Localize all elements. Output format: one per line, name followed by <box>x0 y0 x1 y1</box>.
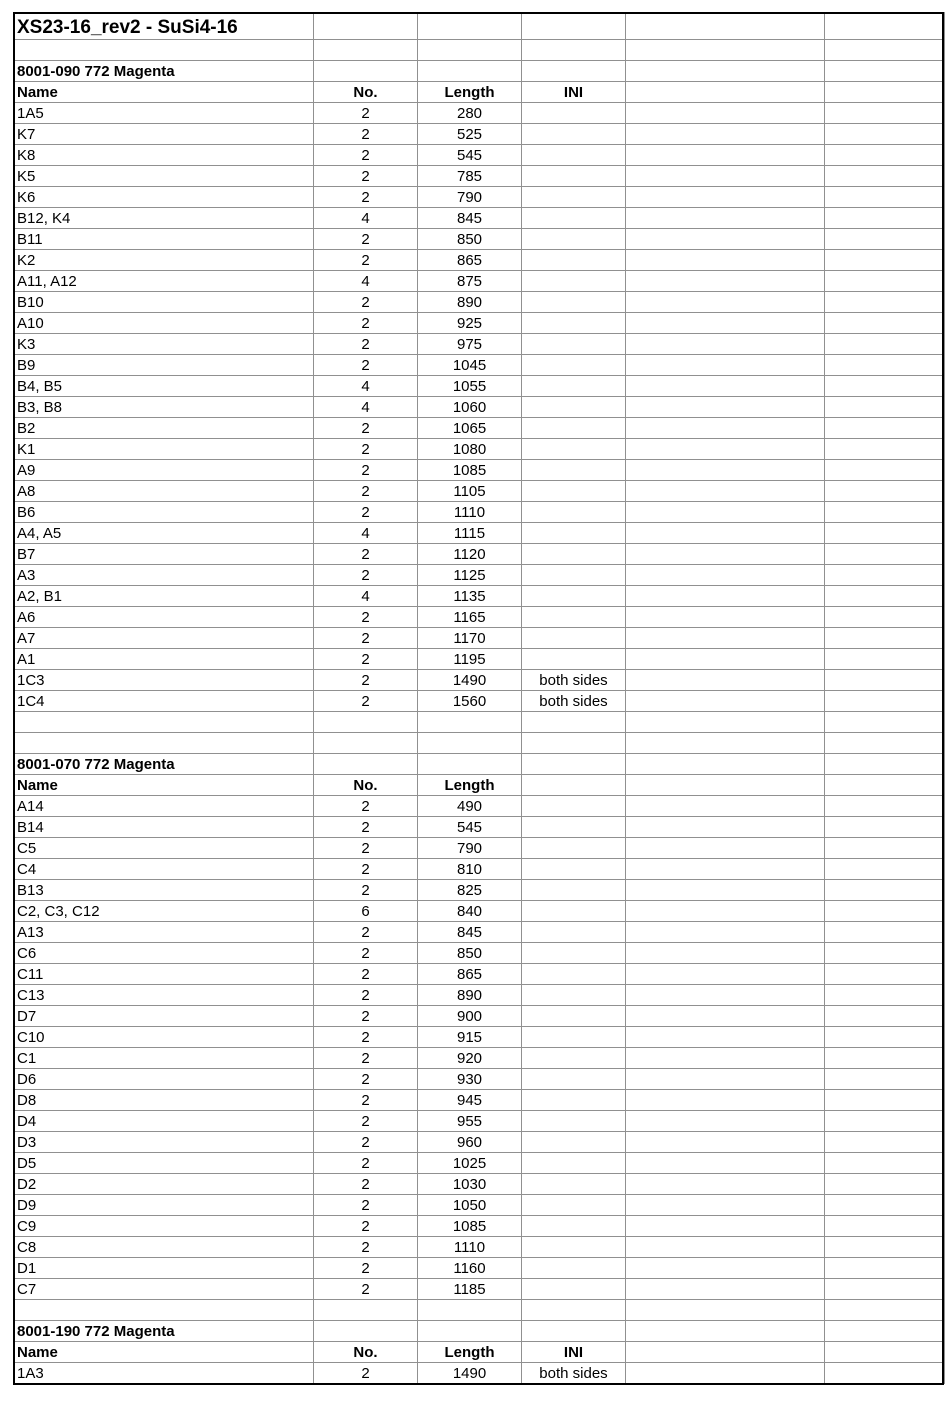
cell-name: K5 <box>14 166 314 187</box>
cell-length: 1115 <box>418 523 522 544</box>
cell-no: 2 <box>314 1069 418 1090</box>
cell-name: C1 <box>14 1048 314 1069</box>
cell-no: 4 <box>314 208 418 229</box>
cell-name: B4, B5 <box>14 376 314 397</box>
cell-name: K3 <box>14 334 314 355</box>
cell-no: 2 <box>314 292 418 313</box>
cell-ini: both sides <box>522 1363 626 1384</box>
cell-name: 1A5 <box>14 103 314 124</box>
cell-no: 2 <box>314 1258 418 1279</box>
cell-no: 2 <box>314 103 418 124</box>
cell-length: 840 <box>418 901 522 922</box>
cell-no: 4 <box>314 271 418 292</box>
cell-no: 4 <box>314 586 418 607</box>
cell-no: 2 <box>314 145 418 166</box>
cell-name: 1C3 <box>14 670 314 691</box>
cell-no: 2 <box>314 859 418 880</box>
cell-name: C9 <box>14 1216 314 1237</box>
cell-ini: both sides <box>522 670 626 691</box>
column-header-no: No. <box>314 1342 418 1363</box>
cell-name: B2 <box>14 418 314 439</box>
cell-name: B14 <box>14 817 314 838</box>
cell-no: 2 <box>314 943 418 964</box>
cell-length: 1105 <box>418 481 522 502</box>
section-heading: 8001-070 772 Magenta <box>14 754 314 775</box>
cell-no: 2 <box>314 1216 418 1237</box>
cell-name: K6 <box>14 187 314 208</box>
cell-length: 925 <box>418 313 522 334</box>
cell-length: 865 <box>418 250 522 271</box>
cell-name: D8 <box>14 1090 314 1111</box>
column-header-ini: INI <box>522 82 626 103</box>
cell-no: 2 <box>314 607 418 628</box>
cell-length: 890 <box>418 985 522 1006</box>
cell-length: 1560 <box>418 691 522 712</box>
cell-name: A3 <box>14 565 314 586</box>
sheet-title: XS23-16_rev2 - SuSi4-16 <box>14 13 314 40</box>
cell-length: 1025 <box>418 1153 522 1174</box>
cell-no: 2 <box>314 1279 418 1300</box>
cell-name: K1 <box>14 439 314 460</box>
cell-length: 1065 <box>418 418 522 439</box>
cell-no: 2 <box>314 1006 418 1027</box>
cell-length: 1080 <box>418 439 522 460</box>
cell-no: 2 <box>314 1132 418 1153</box>
cell-no: 4 <box>314 376 418 397</box>
cell-length: 865 <box>418 964 522 985</box>
cell-name: C13 <box>14 985 314 1006</box>
cell-length: 1185 <box>418 1279 522 1300</box>
cell-no: 2 <box>314 502 418 523</box>
cell-name: D9 <box>14 1195 314 1216</box>
cell-no: 2 <box>314 1174 418 1195</box>
column-header-name: Name <box>14 775 314 796</box>
cell-name: D1 <box>14 1258 314 1279</box>
cell-no: 2 <box>314 691 418 712</box>
cell-name: A7 <box>14 628 314 649</box>
cell-length: 1135 <box>418 586 522 607</box>
cell-length: 1110 <box>418 502 522 523</box>
cell-length: 955 <box>418 1111 522 1132</box>
cell-length: 1490 <box>418 670 522 691</box>
section-heading: 8001-090 772 Magenta <box>14 61 314 82</box>
cell-no: 2 <box>314 964 418 985</box>
cell-length: 930 <box>418 1069 522 1090</box>
cell-length: 1490 <box>418 1363 522 1384</box>
sheet-border <box>13 12 944 1385</box>
cell-length: 850 <box>418 943 522 964</box>
cell-name: D7 <box>14 1006 314 1027</box>
cell-name: B11 <box>14 229 314 250</box>
cell-name: C7 <box>14 1279 314 1300</box>
cell-no: 2 <box>314 187 418 208</box>
cell-length: 1160 <box>418 1258 522 1279</box>
cell-length: 920 <box>418 1048 522 1069</box>
column-header-name: Name <box>14 1342 314 1363</box>
cell-no: 2 <box>314 460 418 481</box>
cell-length: 845 <box>418 208 522 229</box>
cell-length: 1045 <box>418 355 522 376</box>
cell-length: 1060 <box>418 397 522 418</box>
cell-no: 4 <box>314 523 418 544</box>
cell-no: 2 <box>314 1363 418 1384</box>
column-header-no: No. <box>314 775 418 796</box>
cell-name: C6 <box>14 943 314 964</box>
cell-length: 810 <box>418 859 522 880</box>
cell-length: 790 <box>418 838 522 859</box>
cell-no: 2 <box>314 481 418 502</box>
cell-name: K8 <box>14 145 314 166</box>
cell-name: D5 <box>14 1153 314 1174</box>
cell-length: 545 <box>418 817 522 838</box>
cell-name: B9 <box>14 355 314 376</box>
cell-no: 2 <box>314 1153 418 1174</box>
cell-length: 825 <box>418 880 522 901</box>
column-header-length: Length <box>418 82 522 103</box>
cell-length: 1085 <box>418 460 522 481</box>
cell-length: 785 <box>418 166 522 187</box>
cell-name: B13 <box>14 880 314 901</box>
cell-name: C8 <box>14 1237 314 1258</box>
cell-ini: both sides <box>522 691 626 712</box>
cell-name: A11, A12 <box>14 271 314 292</box>
cell-no: 6 <box>314 901 418 922</box>
cell-length: 890 <box>418 292 522 313</box>
cell-name: A2, B1 <box>14 586 314 607</box>
cell-no: 2 <box>314 1195 418 1216</box>
cell-no: 2 <box>314 355 418 376</box>
cell-name: 1A3 <box>14 1363 314 1384</box>
cell-name: B12, K4 <box>14 208 314 229</box>
cell-no: 2 <box>314 544 418 565</box>
cell-name: B3, B8 <box>14 397 314 418</box>
cell-length: 545 <box>418 145 522 166</box>
cell-no: 2 <box>314 670 418 691</box>
cell-length: 1050 <box>418 1195 522 1216</box>
cell-length: 1030 <box>418 1174 522 1195</box>
cell-name: A10 <box>14 313 314 334</box>
cell-length: 1195 <box>418 649 522 670</box>
cell-name: B10 <box>14 292 314 313</box>
cell-no: 2 <box>314 1090 418 1111</box>
cell-length: 945 <box>418 1090 522 1111</box>
cell-no: 2 <box>314 1237 418 1258</box>
column-header-length: Length <box>418 775 522 796</box>
cell-no: 2 <box>314 1027 418 1048</box>
cell-no: 2 <box>314 439 418 460</box>
cell-length: 915 <box>418 1027 522 1048</box>
cell-no: 2 <box>314 250 418 271</box>
cell-length: 790 <box>418 187 522 208</box>
cell-no: 2 <box>314 124 418 145</box>
cell-name: B6 <box>14 502 314 523</box>
cell-no: 2 <box>314 418 418 439</box>
cell-name: A8 <box>14 481 314 502</box>
cell-name: C5 <box>14 838 314 859</box>
cell-no: 2 <box>314 334 418 355</box>
cell-name: 1C4 <box>14 691 314 712</box>
cell-length: 1110 <box>418 1237 522 1258</box>
cell-length: 975 <box>418 334 522 355</box>
column-header-no: No. <box>314 82 418 103</box>
cell-length: 960 <box>418 1132 522 1153</box>
cell-no: 2 <box>314 166 418 187</box>
cell-no: 2 <box>314 1111 418 1132</box>
cell-length: 525 <box>418 124 522 145</box>
cell-name: D4 <box>14 1111 314 1132</box>
cell-no: 2 <box>314 817 418 838</box>
cell-name: C11 <box>14 964 314 985</box>
cell-name: K2 <box>14 250 314 271</box>
cell-no: 2 <box>314 838 418 859</box>
section-heading: 8001-190 772 Magenta <box>14 1321 314 1342</box>
cell-no: 2 <box>314 628 418 649</box>
cell-no: 2 <box>314 229 418 250</box>
cell-no: 2 <box>314 796 418 817</box>
cell-name: D3 <box>14 1132 314 1153</box>
cell-length: 1165 <box>418 607 522 628</box>
cell-name: C10 <box>14 1027 314 1048</box>
cell-name: A9 <box>14 460 314 481</box>
cell-name: A14 <box>14 796 314 817</box>
cell-length: 1085 <box>418 1216 522 1237</box>
cell-length: 900 <box>418 1006 522 1027</box>
cell-length: 845 <box>418 922 522 943</box>
cell-name: D2 <box>14 1174 314 1195</box>
cell-no: 2 <box>314 1048 418 1069</box>
cell-length: 875 <box>418 271 522 292</box>
cell-no: 2 <box>314 880 418 901</box>
column-header-length: Length <box>418 1342 522 1363</box>
cell-no: 2 <box>314 565 418 586</box>
cell-name: D6 <box>14 1069 314 1090</box>
cell-name: K7 <box>14 124 314 145</box>
cell-no: 4 <box>314 397 418 418</box>
cell-no: 2 <box>314 985 418 1006</box>
cell-length: 1125 <box>418 565 522 586</box>
cell-name: A4, A5 <box>14 523 314 544</box>
cell-no: 2 <box>314 313 418 334</box>
cell-length: 1170 <box>418 628 522 649</box>
cell-name: A1 <box>14 649 314 670</box>
cell-length: 1120 <box>418 544 522 565</box>
cell-name: C4 <box>14 859 314 880</box>
cell-no: 2 <box>314 649 418 670</box>
column-header-name: Name <box>14 82 314 103</box>
cell-length: 1055 <box>418 376 522 397</box>
cell-name: B7 <box>14 544 314 565</box>
column-header-ini: INI <box>522 1342 626 1363</box>
cell-name: A13 <box>14 922 314 943</box>
cell-length: 490 <box>418 796 522 817</box>
cell-name: A6 <box>14 607 314 628</box>
cell-length: 280 <box>418 103 522 124</box>
cell-name: C2, C3, C12 <box>14 901 314 922</box>
cell-no: 2 <box>314 922 418 943</box>
cell-length: 850 <box>418 229 522 250</box>
